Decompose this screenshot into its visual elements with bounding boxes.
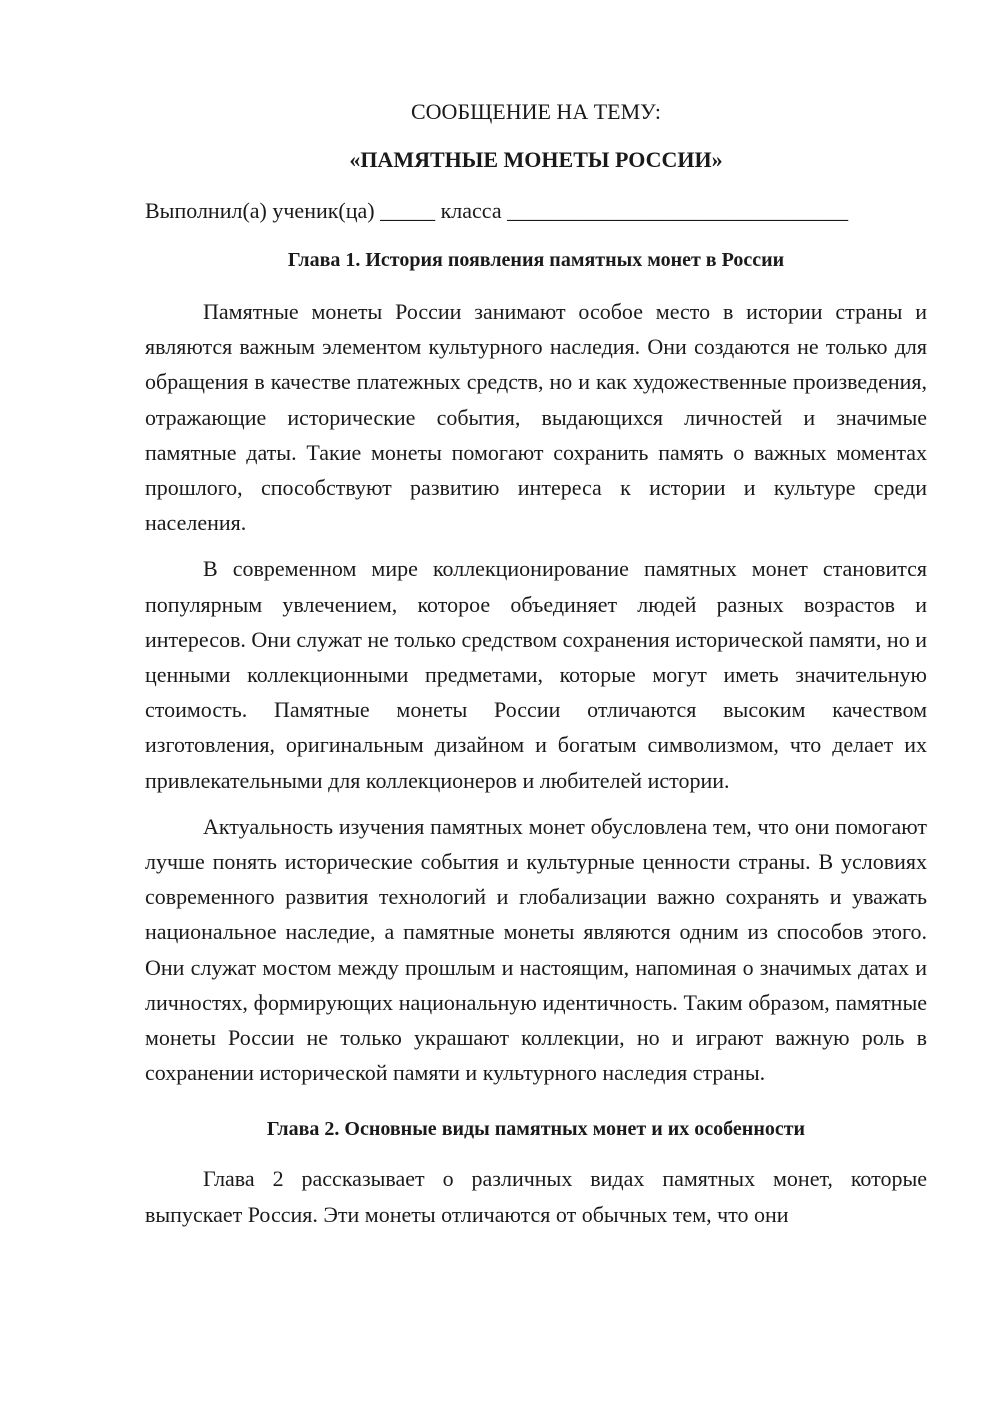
chapter-2-title: Глава 2. Основные виды памятных монет и их особенности	[266, 1118, 806, 1141]
chapter-2-paragraph-1: Глава 2 рассказывает о различных видах памятных монет, которые выпускает Россия. Эти монеты отличаются от обычных тем, что они	[145, 1166, 927, 1227]
document-topic-line: СООБЩЕНИЕ НА ТЕМУ:	[411, 99, 661, 124]
chapter-1-title: Глава 1. История появления памятных монет в России	[287, 249, 785, 271]
document-page	[145, 90, 927, 1232]
chapter-1-paragraph-2: В современном мире коллекционирование памятных монет становится популярным увлечением, которое объединяет людей разных возрастов и интересов. Они служат не только средством сохранения исторической памяти, но и ценными коллекционными предметами, которые могут иметь значительную стоимость. Памятные монеты России отличаются высоким качеством изготовления, оригинальным дизайном и богатым символизмом, что делает их привлекательными для коллекционеров и любителей истории.	[145, 556, 927, 793]
chapter-1-paragraph-3: Актуальность изучения памятных монет обусловлена тем, что они помогают лучше понять исторические события и культурные ценности страны. В условиях современного развития технологий и глобализации важно сохранять и уважать национальное наследие, а памятные монеты являются одним из способов этого. Они служат мостом между прошлым и настоящим, напоминая о значимых датах и личностях, формирующих национальную идентичность. Таким образом, памятные монеты России не только украшают коллекции, но и играют важную роль в сохранении исторической памяти и культурного наследия страны.	[145, 813, 927, 1086]
document-title: «ПАМЯТНЫЕ МОНЕТЫ РОССИИ»	[349, 147, 723, 172]
chapter-1-paragraph-1: Памятные монеты России занимают особое место в истории страны и являются важным элементом культурного наследия. Они создаются не только для обращения в качестве платежных средств, но и как художественные произведения, отражающие исторические события, выдающихся личностей и значимые памятные даты. Такие монеты помогают сохранить память о важных моментах прошлого, способствуют развитию интереса к истории и культуре среди населения.	[145, 299, 927, 536]
author-line: Выполнил(а) ученик(ца) _____ класса _______________________________	[145, 198, 849, 223]
